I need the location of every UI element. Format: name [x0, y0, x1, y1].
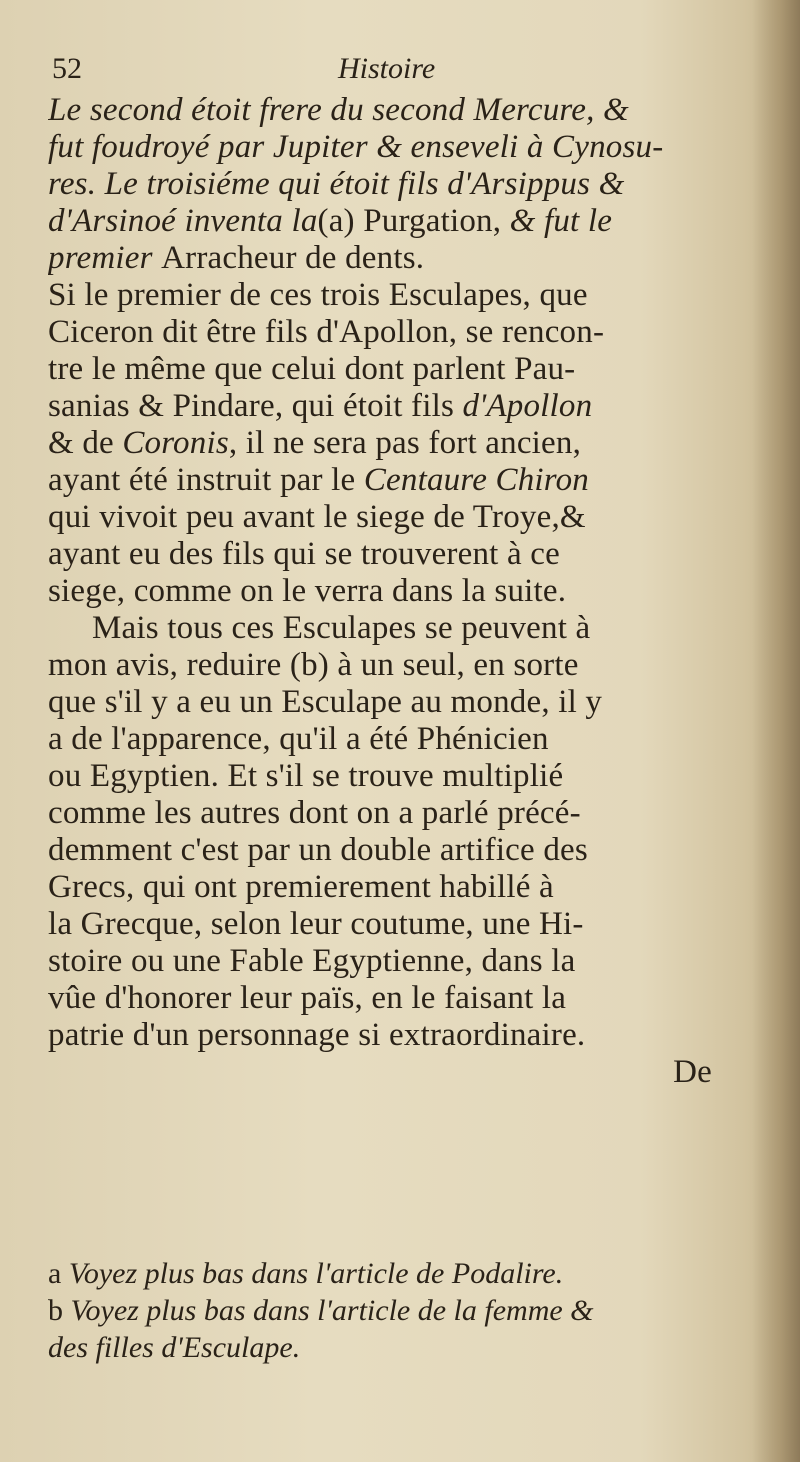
- page-gutter-shadow: [752, 0, 800, 1462]
- text-line: [48, 684, 718, 721]
- text-line: [48, 499, 718, 536]
- text-segment: tre le même que celui dont parlent Pau-: [48, 351, 576, 387]
- footnote-mark: b: [48, 1294, 63, 1327]
- text-line: [48, 92, 718, 129]
- text-segment: Coronis: [122, 425, 229, 461]
- text-line: [48, 906, 718, 943]
- text-segment: Ciceron dit être fils d'Apollon, se rencon-: [48, 314, 605, 350]
- text-line: [48, 388, 718, 425]
- text-segment: d'Arsinoé inventa la: [48, 203, 318, 239]
- text-segment: Le second étoit frere du second Mercure, &: [48, 92, 629, 128]
- text-line: [48, 980, 718, 1017]
- text-segment: Grecs, qui ont premierement habillé à: [48, 869, 554, 905]
- footnote-text: Voyez plus bas dans l'article de Podalire.: [61, 1257, 564, 1290]
- text-line: [48, 240, 718, 277]
- text-line: [48, 203, 718, 240]
- text-segment: sanias & Pindare, qui étoit fils: [48, 388, 463, 424]
- text-segment: Arracheur de dents.: [161, 240, 425, 276]
- footnotes: [48, 1255, 728, 1366]
- text-line: [48, 943, 718, 980]
- text-segment: ayant été instruit par le: [48, 462, 364, 498]
- text-line: [48, 758, 718, 795]
- text-segment: Mais tous ces Esculapes se peuvent à: [92, 610, 591, 646]
- text-segment: stoire ou une Fable Egyptienne, dans la: [48, 943, 576, 979]
- text-line: [48, 129, 718, 166]
- page-number: 52: [52, 52, 82, 85]
- text-segment: siege, comme on le verra dans la suite.: [48, 573, 567, 609]
- text-line: [48, 721, 718, 758]
- text-segment: Centaure Chiron: [363, 462, 589, 498]
- running-title: Histoire: [338, 52, 436, 85]
- text-line: [48, 166, 718, 203]
- running-head: [52, 52, 752, 96]
- text-segment: demment c'est par un double artifice des: [48, 832, 588, 868]
- footnote: [48, 1329, 728, 1366]
- text-segment: mon avis, reduire: [48, 647, 290, 683]
- text-segment: ou Egyptien. Et s'il se trouve multiplié: [48, 758, 564, 794]
- text-line: [48, 277, 718, 314]
- text-line: [48, 1017, 718, 1054]
- text-line: [48, 314, 718, 351]
- text-segment: Purgation,: [354, 203, 510, 239]
- text-line: [48, 351, 718, 388]
- text-segment: Si le premier de ces trois Esculapes, que: [48, 277, 588, 313]
- text-segment: vûe d'honorer leur païs, en le faisant la: [48, 980, 567, 1016]
- text-segment: & de: [48, 425, 123, 461]
- text-segment: que s'il y a eu un Esculape au monde, il y: [48, 684, 603, 720]
- catchword: De: [673, 1054, 712, 1090]
- body-text: [48, 92, 718, 1091]
- text-line: [48, 573, 718, 610]
- text-line: [48, 610, 718, 647]
- text-segment: a de l'apparence, qu'il a été Phénicien: [48, 721, 549, 757]
- text-segment: patrie d'un personnage si extraordinaire.: [48, 1017, 586, 1053]
- text-segment: d'Apollon: [462, 388, 593, 424]
- text-segment: comme les autres dont on a parlé précé-: [48, 795, 581, 831]
- text-segment: qui vivoit peu avant le siege de Troye,&: [48, 499, 586, 535]
- text-segment: premier: [48, 240, 162, 276]
- text-line: [48, 832, 718, 869]
- footnote-text: des filles d'Esculape.: [48, 1331, 301, 1364]
- footnote: [48, 1292, 728, 1329]
- text-segment: à un seul, en sorte: [328, 647, 579, 683]
- footnote-mark: a: [48, 1257, 62, 1290]
- text-segment: (b): [289, 647, 329, 683]
- text-line: [48, 795, 718, 832]
- text-segment: ayant eu des fils qui se trouverent à ce: [48, 536, 560, 572]
- text-segment: , il ne sera pas fort ancien,: [228, 425, 582, 461]
- text-segment: res. Le troisiéme qui étoit fils d'Arsippus &: [48, 166, 625, 202]
- text-line: [48, 869, 718, 906]
- text-segment: fut foudroyé par Jupiter & enseveli à Cynosu-: [48, 129, 664, 165]
- text-segment: la Grecque, selon leur coutume, une Hi-: [48, 906, 584, 942]
- text-line: [48, 425, 718, 462]
- text-segment: & fut le: [509, 203, 613, 239]
- text-segment: (a): [317, 203, 355, 239]
- footnote-text: Voyez plus bas dans l'article de la femme &: [63, 1294, 594, 1327]
- text-line: [48, 647, 718, 684]
- text-line: [48, 462, 718, 499]
- footnote: [48, 1255, 728, 1292]
- text-line: [48, 536, 718, 573]
